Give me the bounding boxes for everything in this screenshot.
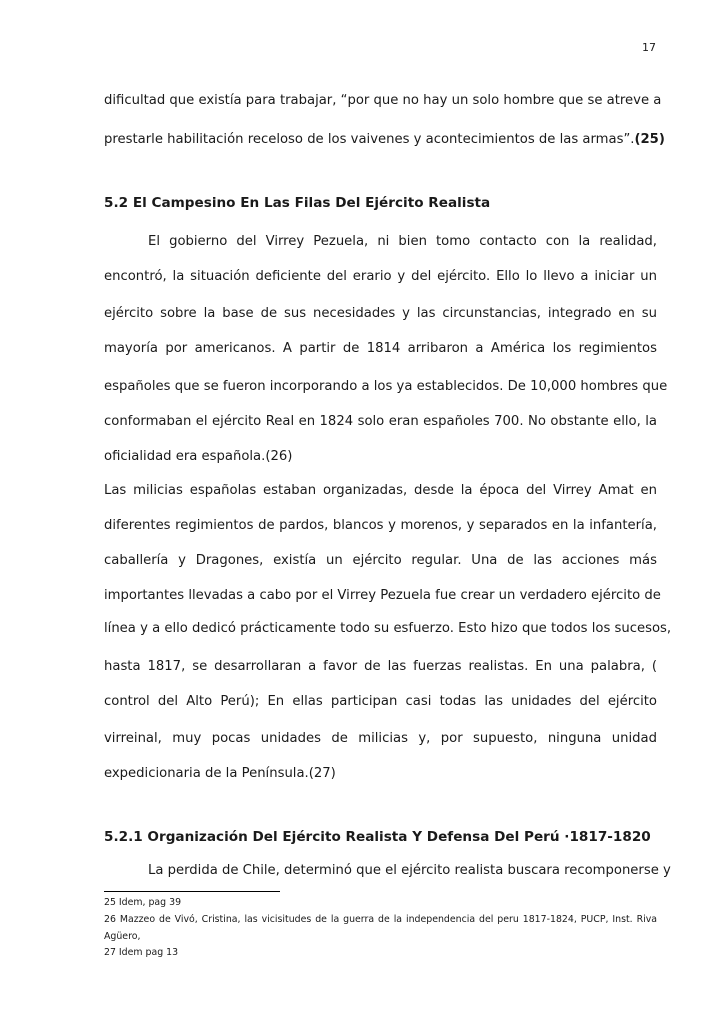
text-line: encontró, la situación deficiente del erario y del ejército. Ello lo llevo a iniciar un	[104, 269, 657, 284]
text-line: expedicionaria de la Península.(27)	[104, 766, 336, 781]
footnote: 27 Idem pag 13	[104, 947, 179, 958]
footnote-separator	[104, 891, 280, 892]
text-line: oficialidad era española.(26)	[104, 449, 293, 464]
text-line: mayoría por americanos. A partir de 1814 arribaron a América los regimientos	[104, 341, 657, 356]
text-line: virreinal, muy pocas unidades de milicias y, por supuesto, ninguna unidad	[104, 731, 657, 746]
page-number: 17	[642, 41, 656, 54]
text-line: La perdida de Chile, determinó que el ejército realista buscara recomponerse y	[148, 863, 671, 878]
text-line: españoles que se fueron incorporando a los ya establecidos. De 10,000 hombres que	[104, 379, 668, 394]
footnote: 25 Idem, pag 39	[104, 897, 182, 908]
section-heading: 5.2 El Campesino En Las Filas Del Ejército Realista	[104, 195, 491, 211]
section-heading: 5.2.1 Organización Del Ejército Realista Y Defensa Del Perú ·1817-1820	[104, 829, 651, 845]
text-line: prestarle habilitación receloso de los vaivenes y acontecimientos de las armas”.(25)	[104, 132, 665, 147]
text-line: hasta 1817, se desarrollaran a favor de las fuerzas realistas. En una palabra, (	[104, 659, 657, 674]
text-line: control del Alto Perú); En ellas participan casi todas las unidades del ejército	[104, 694, 657, 709]
footnote-ref: (25)	[634, 132, 665, 147]
text-line: dificultad que existía para trabajar, “por que no hay un solo hombre que se atreve a	[104, 93, 662, 108]
footnote: 26 Mazzeo de Vivó, Cristina, las vicisitudes de la guerra de la independencia del peru 1817-1824, PUCP, Inst. Riva	[104, 914, 657, 925]
text-line: Las milicias españolas estaban organizadas, desde la época del Virrey Amat en	[104, 483, 657, 498]
text-line: ejército sobre la base de sus necesidades y las circunstancias, integrado en su	[104, 306, 657, 321]
text-line: conformaban el ejército Real en 1824 solo eran españoles 700. No obstante ello, la	[104, 414, 657, 429]
text-line: El gobierno del Virrey Pezuela, ni bien tomo contacto con la realidad,	[148, 234, 657, 249]
footnote: Agüero,	[104, 931, 141, 942]
text-line: importantes llevadas a cabo por el Virrey Pezuela fue crear un verdadero ejército de	[104, 588, 661, 603]
text-line: línea y a ello dedicó prácticamente todo su esfuerzo. Esto hizo que todos los sucesos,	[104, 621, 672, 636]
text-line: diferentes regimientos de pardos, blancos y morenos, y separados en la infantería,	[104, 518, 657, 533]
text-line: caballería y Dragones, existía un ejército regular. Una de las acciones más	[104, 553, 657, 568]
